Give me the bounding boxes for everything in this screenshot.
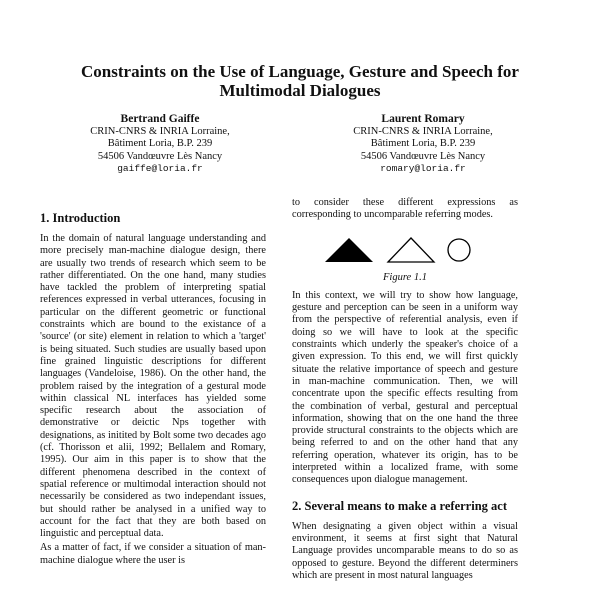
paragraph: to consider these different expressions as corresponding to uncomparable referring modes. — [292, 197, 518, 221]
paragraph: When designating a given object within a visual environment, it seems at first sight that Natural Language provides uncomparable means to do so as opposed to gesture. Beyond the different determiners which are present in most natural languages — [292, 520, 518, 581]
author-block-2 — [313, 113, 533, 176]
author-address-line: 54506 Vandœuvre Lès Nancy — [360, 150, 486, 162]
author-name: Bertrand Gaiffe — [120, 113, 200, 125]
paragraph: In the domain of natural language understanding and more precisely man-machine dialogue design, there are usually two trends of research which seem to be rather differentiated. On the one hand, many studies have tackled the problem of interpreting spatial references expressed in verbal utterances, focusing in particular on the different geometric or functional constraints which are bound to the existance of a 'source' (or site) element in relation to which a 'target' is being situated. Such studies are usually based upon fine grained linguistic descriptions for different languages (Vandeloise, 1986). On the other hand, the problem raised by the integration of a gestural mode within classical NL interfaces has yielded some specific research about the association of demonstrative or deictic Nps together with designations, as initited by Bolt some two decades ago (cf. Thorisson et alii, 1992; Bellalem and Romary, 1995). Our aim in this paper is to show that the different phenomena described in the context of spatial reference or multimodal interaction should not necessarily be considered as two independant issues, but should rather be analysed in a unified way to account for the fact that they are both based on linguistic and perceptual data. — [40, 233, 266, 540]
author-affiliation: CRIN-CNRS & INRIA Lorraine, — [353, 125, 493, 137]
figure-shapes — [292, 228, 518, 272]
author-email: gaiffe@loria.fr — [117, 163, 203, 174]
author-email: romary@loria.fr — [380, 163, 466, 174]
right-column — [292, 197, 518, 584]
filled-triangle — [325, 238, 373, 262]
author-address-line: Bâtiment Loria, B.P. 239 — [107, 138, 213, 149]
paragraph: As a matter of fact, if we consider a situation of man-machine dialogue where the user is — [40, 542, 266, 566]
section-heading: 1. Introduction — [40, 211, 121, 225]
section-heading: 2. Several means to make a referring act — [292, 498, 507, 513]
author-block-1 — [50, 113, 270, 176]
author-address-line: 54506 Vandœuvre Lès Nancy — [97, 150, 223, 162]
outlined-triangle — [388, 238, 434, 262]
figure-caption: Figure 1.1 — [383, 271, 427, 283]
left-column — [40, 197, 266, 569]
circle — [448, 239, 470, 261]
figure — [292, 228, 518, 272]
author-affiliation: CRIN-CNRS & INRIA Lorraine, — [90, 125, 230, 137]
paper-title: Constraints on the Use of Language, Gesture and Speech for Multimodal Dialogues — [81, 62, 519, 100]
paragraph: In this context, we will try to show how language, gesture and perception can be seen in a uniform way from the perspective of referential analysis, even if doing so we will have to look at the specific constraints which underly the speaker's choice of a given expression. To this end, we will first quickly situate the relative importance of speech and gesture in man-machine communication. Then, we will concentrate upon the specific effects resulting from the combination of verbal, gestural and perceptual information, showing that on the one hand the three provide structural constraints to the objects which are being referred to and on the other hand that any referring operation, whatever its origin, has to be interpreted within a localized frame, with some consequences upon dialogue management. — [292, 289, 518, 486]
author-address-line: Bâtiment Loria, B.P. 239 — [370, 138, 476, 149]
author-name: Laurent Romary — [381, 113, 465, 125]
